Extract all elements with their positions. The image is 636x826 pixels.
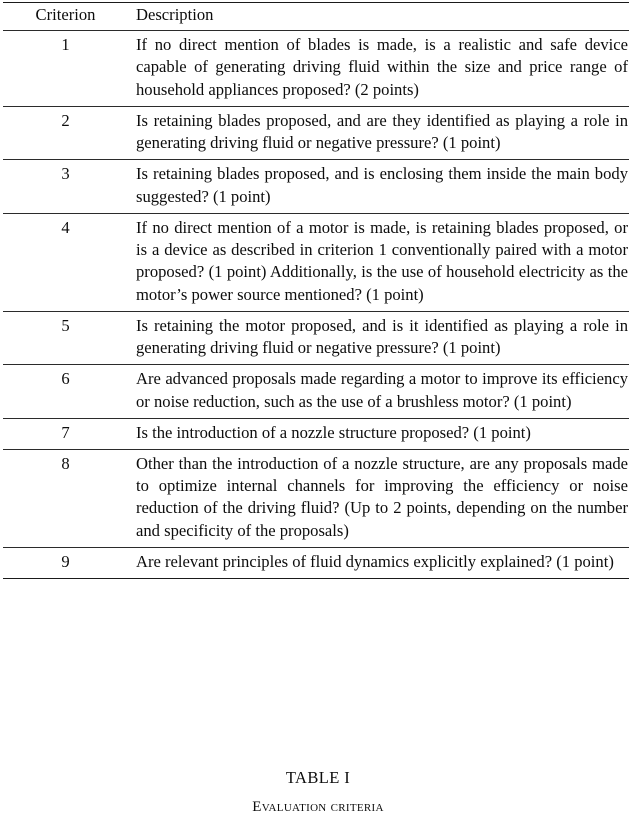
cell-criterion: 3: [3, 160, 128, 213]
table-row: [3, 547, 629, 578]
description-text: Is retaining blades proposed, and are they identified as playing a role in generating driving fluid or negative pressure? (1 point): [136, 110, 628, 153]
cell-description: [128, 547, 629, 578]
cell-description: [128, 106, 629, 159]
cell-description: [128, 160, 629, 213]
table-row: [3, 160, 629, 213]
cell-description: [128, 311, 629, 364]
cell-criterion: 9: [3, 547, 128, 578]
cell-criterion: 4: [3, 213, 128, 311]
description-text: Is the introduction of a nozzle structure proposed? (1 point): [136, 422, 531, 442]
table-row: [3, 311, 629, 364]
cell-description: [128, 31, 629, 107]
table-header: [3, 3, 629, 31]
description-text: If no direct mention of a motor is made, is retaining blades proposed, or is a device as described in criterion 1 conventionally paired with a motor proposed? (1 point) Additionally, is the use of household electricity as the motor’s power source mentioned? (1 point): [136, 217, 628, 304]
table-title-label: Evaluation criteria: [252, 798, 384, 815]
table-header-row: [3, 3, 629, 31]
table-row: [3, 449, 629, 547]
cell-description: [128, 449, 629, 547]
column-header-description: Description: [136, 5, 214, 24]
table-caption: [0, 768, 636, 816]
table-number-label: TABLE I: [285, 768, 351, 787]
description-text: Is retaining blades proposed, and is enclosing them inside the main body suggested? (1 point): [136, 164, 628, 206]
cell-criterion: 5: [3, 311, 128, 364]
cell-description: [128, 213, 629, 311]
cell-description: [128, 365, 629, 418]
table-row: [3, 365, 629, 418]
cell-description: [128, 418, 629, 449]
description-text: Are relevant principles of fluid dynamics explicitly explained? (1 point): [136, 551, 614, 571]
evaluation-criteria-table: [3, 2, 629, 579]
cell-criterion: 8: [3, 449, 128, 547]
table-row: [3, 418, 629, 449]
cell-criterion: 7: [3, 418, 128, 449]
evaluation-criteria-table-container: [3, 2, 629, 579]
table-row: [3, 31, 629, 107]
cell-criterion: 2: [3, 106, 128, 159]
column-header-criterion: Criterion: [35, 5, 96, 24]
cell-criterion: 6: [3, 365, 128, 418]
table-row: [3, 213, 629, 311]
table-row: [3, 106, 629, 159]
description-text: Other than the introduction of a nozzle structure, are any proposals made to optimize internal channels for improving the efficiency or noise reduction of the driving fluid? (Up to 2 points, depending on the number and specificity of the proposals): [136, 453, 628, 540]
description-text: If no direct mention of blades is made, is a realistic and safe device capable of generating driving fluid within the size and price range of household appliances proposed? (2 points): [136, 35, 628, 99]
description-text: Is retaining the motor proposed, and is it identified as playing a role in generating driving fluid or negative pressure? (1 point): [136, 315, 628, 358]
table-body: [3, 31, 629, 579]
cell-criterion: 1: [3, 31, 128, 107]
description-text: Are advanced proposals made regarding a motor to improve its efficiency or noise reduction, such as the use of a brushless motor? (1 point): [136, 369, 628, 411]
